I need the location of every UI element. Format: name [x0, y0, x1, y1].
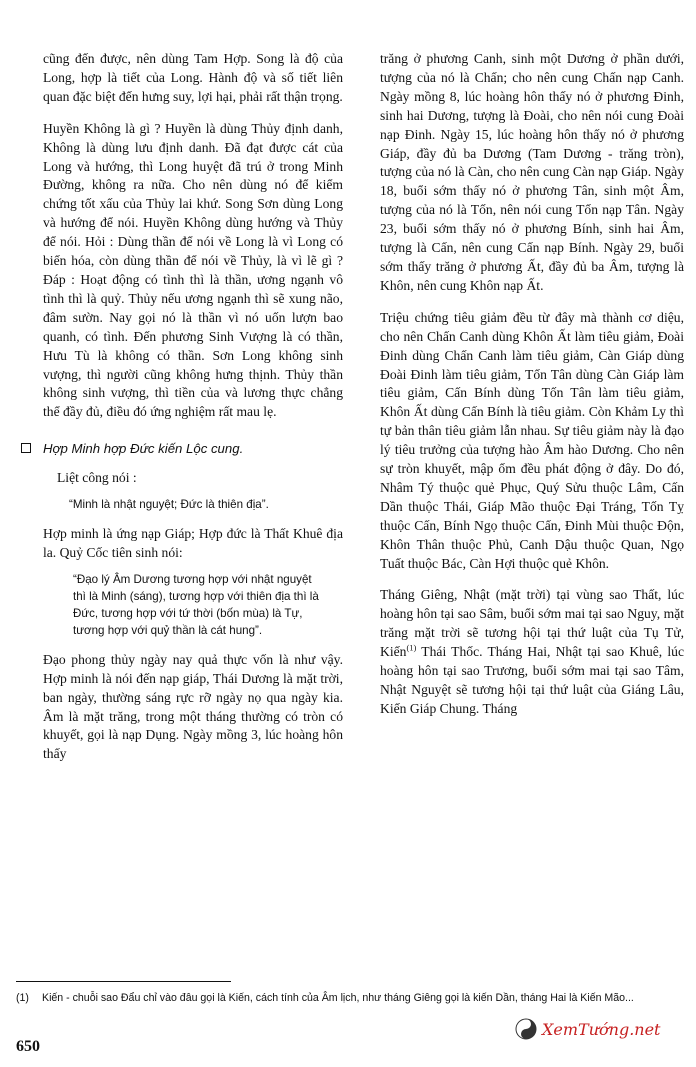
section-heading-text: Hợp Minh hợp Đức kiến Lộc cung.	[43, 441, 244, 457]
paragraph-text: Thái Thốc. Tháng Hai, Nhật tại sao Khuê, lúc hoàng hôn tại sao Trương, buổi sớm mai tại sao Tâm, Nhật Nguyệt sẽ tương hội tại thứ luật của Giáng Lâu, Kiến Giáp Chung. Tháng	[380, 644, 684, 716]
footnote	[16, 990, 676, 1006]
footnote-mark: (1)	[16, 992, 29, 1004]
paragraph: Đạo phong thủy ngày nay quả thực vốn là như vậy. Hợp minh là nói đến nạp giáp, Thái Dương là mặt trời, ban ngày, thường sáng rực rỡ ngày nọ qua ngày kia. Âm là mặt trăng, trong một tháng thường có tròn có khuyết, gọi là nạp Dụng. Ngày mồng 3, lúc hoàng hôn thấy	[43, 651, 343, 762]
section-heading	[43, 440, 343, 459]
right-column	[380, 50, 684, 732]
paragraph: Liệt công nói :	[57, 470, 137, 486]
watermark	[515, 1018, 660, 1040]
paragraph: Huyền Không là gì ? Huyền là dùng Thủy định danh, Không là dùng lưu định danh. Đã đạt được cát của Long và hướng, thì Long huyệt đã trú ở trong Minh Đường, không ra nữa. Cho nên dùng nó để kiểm chứng tốt xấu của Thủy lai khứ. Song Sơn dùng Long và hướng để nói. Huyền Không dùng hướng và Thủy để nói. Hỏi : Dùng thần để nói về Long là vì Long có biến hóa, còn dùng thần để nói về Thủy, là vì lẽ gì ? Đáp : Hoạt động có tình thì là thần, ương ngạnh vô tình thì là quỷ. Thủy nếu ương ngạnh thì sẽ xung não, đâm sườn. Nay gọi nó là thần vì nó uốn lượn bao quanh, có tình. Đến phương Sinh Vượng là có thần, Hưu Tù là không có thần. Sơn Long không sinh vượng, thì người cũng không hưng thịnh. Thủy thần không sinh vượng, thì tiền của và lương thực chẳng thể đầy đủ, điều đó ứng nghiệm rất mau lẹ.	[43, 120, 343, 420]
paragraph: trăng ở phương Canh, sinh một Dương ở phần dưới, tượng của nó là Chấn; cho nên cung Chấn nạp Canh. Ngày mồng 8, lúc hoàng hôn thấy nó ở phương Đinh, sinh hai Dương, tượng là Đoài, cho nên nói cung Đoài nạp Đinh. Ngày 15, lúc hoàng hôn thấy nó ở phương Giáp, đầy đủ ba Dương (Tam Dương - trăng tròn), tượng của nó là Càn, cho nên cung Càn nạp Giáp. Ngày 18, buổi sớm thấy nó ở phương Tân, sinh một Âm, tượng của nó là Tốn, nên nói cung Tốn nạp Tân. Ngày 23, buổi sớm thấy nó ở phương Bính, sinh hai Âm, tượng là Cấn, nên cung Cấn nạp Bính. Ngày 29, buổi sớm thấy trăng ở phương Ất, đầy đủ ba Âm, tượng là Khôn, nên cung Khôn nạp Ất.	[380, 51, 684, 293]
page-number: 650	[16, 1038, 40, 1055]
paragraph: cũng đến được, nên dùng Tam Hợp. Song là độ của Long, hợp là tiết của Long. Hành độ và số tiết liên quan đặc biệt đến hưng suy, lợi hại, phải rất thận trọng.	[43, 51, 343, 104]
watermark-text: XemTướng.net	[542, 1019, 661, 1039]
footnote-divider	[16, 981, 231, 982]
left-column	[43, 50, 343, 777]
paragraph-text: Tháng Giêng, Nhật (mặt trời) tại vùng sao Thất, lúc hoàng hôn tại sao Sâm, buổi sớm mai tại sao Nguy, mặt trăng mặt trời sẽ tương hội tại thứ luật của Tụ Tử, Kiến	[380, 587, 684, 660]
quote: “Minh là nhật nguyệt; Đức là thiên địa”.	[69, 498, 269, 512]
quote-block: “Đạo lý Âm Dương tương hợp với nhật nguyệt thì là Minh (sáng), tương hợp với thiên địa thì là Đức, tương hợp với tứ thời (bốn mùa) là Tự, tương hợp với quỷ thần là cát hung”.	[73, 572, 319, 637]
paragraph	[380, 586, 684, 718]
yin-yang-icon	[515, 1018, 537, 1040]
footnote-reference: (1)	[406, 642, 417, 653]
footnote-text: Kiến - chuỗi sao Đẩu chỉ vào đâu gọi là Kiến, cách tính của Âm lịch, như tháng Giêng gọi là kiến Dần, tháng Hai là Kiến Mão...	[42, 992, 634, 1004]
checkbox-bullet-icon	[21, 443, 31, 453]
paragraph: Hợp minh là ứng nạp Giáp; Hợp đức là Thất Khuê địa la. Quỷ Cốc tiên sinh nói:	[43, 526, 343, 560]
paragraph: Triệu chứng tiêu giảm đều từ đây mà thành cơ diệu, cho nên Chấn Canh dùng Khôn Ất làm tiêu giảm, Đoài Đinh dùng Chấn Canh làm tiêu giảm, Càn Giáp dùng Đoài Đinh làm tiêu giảm, Tốn Tân dùng Càn Giáp làm tiêu giảm, Cấn Bính dùng Tốn Tân làm tiêu giảm, Khôn Ất dùng Cấn Bính là tiêu giảm. Còn Khảm Ly thì tự bản thân tiêu giảm lẫn nhau. Sự tiêu giảm này là đạo lý tiêu trưởng của tượng hào Âm hào Dương. Cho nên sự tròn khuyết, mập ốm đều phát động ở đây. Do đó, Nhâm Tý thuộc quẻ Phục, Quý Sửu thuộc Lâm, Cấn Dần thuộc Thái, Giáp Mão thuộc Đại Tráng, Tốn Tỵ thuộc Cấn, Bính Ngọ thuộc Cấn, Đinh Mùi thuộc Độn, Khôn Thân thuộc Phủ, Canh Dậu thuộc Quan, Ngọ Tuất thuộc Bác, Càn Hợi thuộc quẻ Khôn.	[380, 309, 684, 571]
